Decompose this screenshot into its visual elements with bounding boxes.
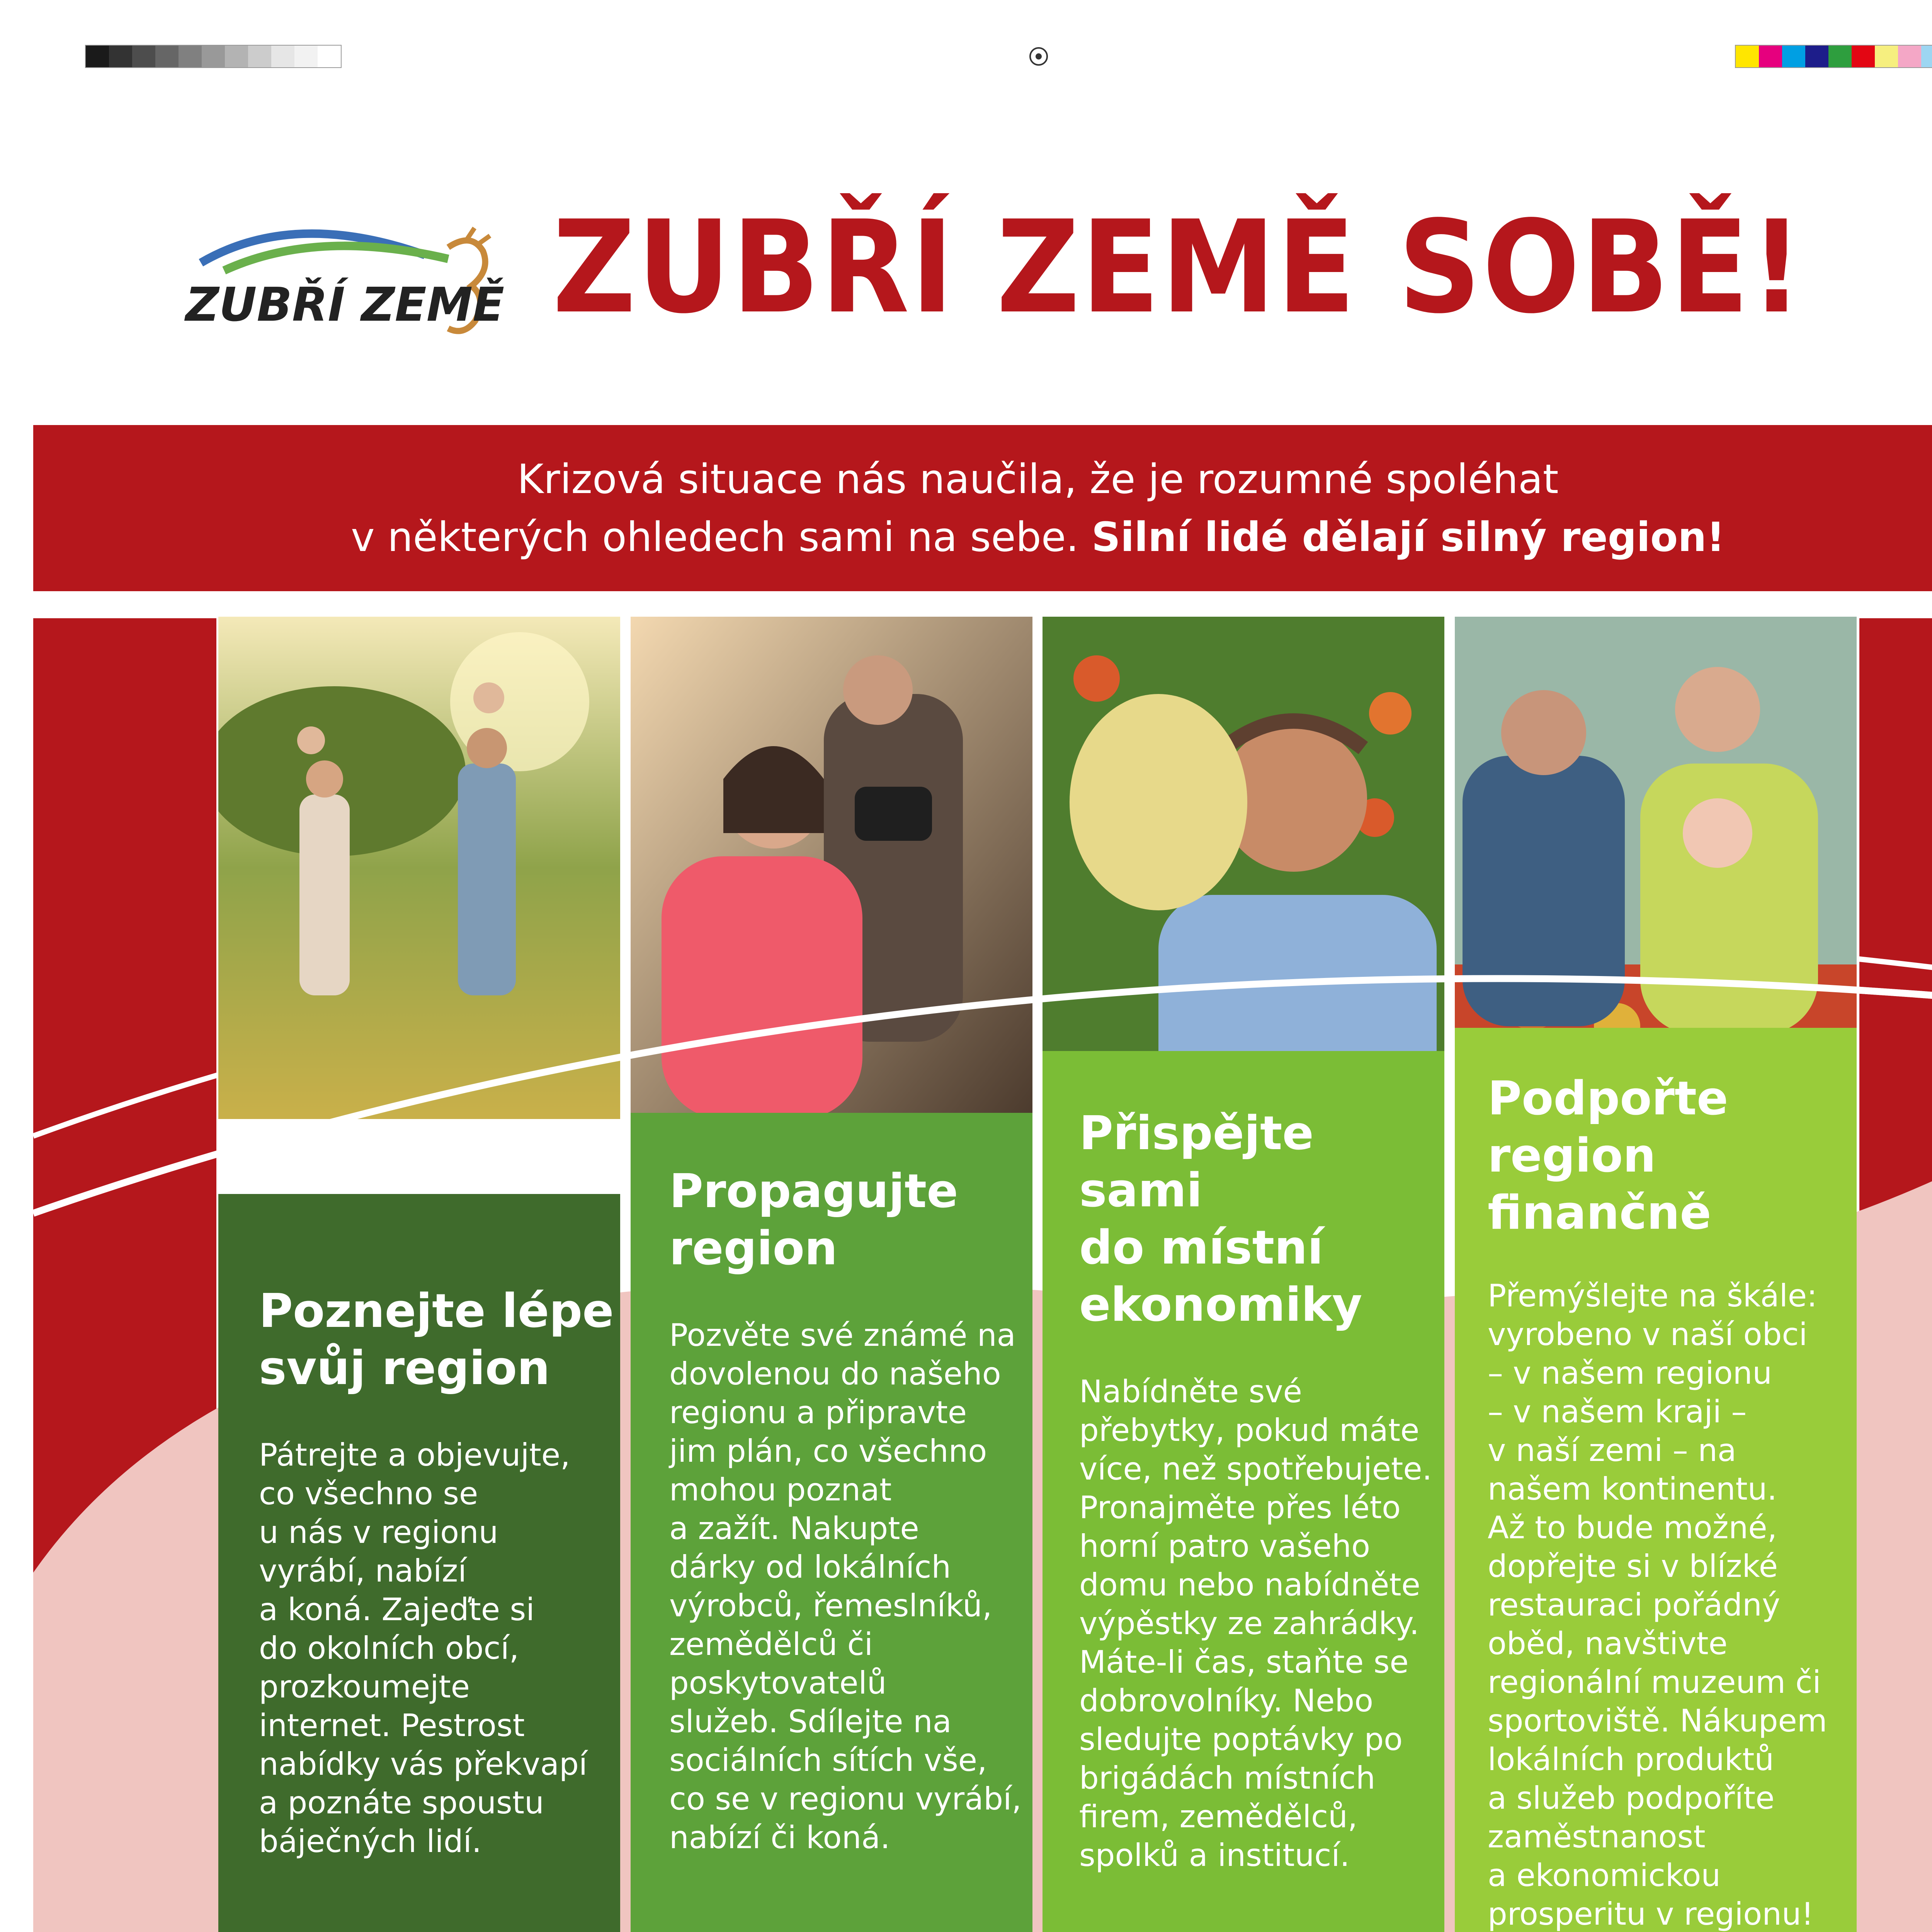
intro-band bbox=[33, 425, 1932, 591]
registration-mark-top bbox=[1029, 47, 1048, 66]
logo-text: ZUBŘÍ ZEMĚ bbox=[185, 278, 505, 332]
column-body: Pátrejte a objevujte, co všechno se u nás v regionu vyrábí, nabízí a koná. Zajeďte si do okolních obcí, prozkoumejte internet. Pestrost nabídky vás překvapí a poznáte spoustu báječných lidí. bbox=[259, 1437, 588, 1859]
swoosh-line bbox=[0, 614, 1932, 1310]
column-heading: Podpořte region finančně bbox=[1488, 1072, 1728, 1240]
column-body: Přemýšlejte na škále: vyrobeno v naší obci – v našem regionu – v našem kraji – v naší zemi – na našem kontinentu. Až to bude možné, dopřejte si v blízké restauraci pořádný oběd, navštivte regionální muzeum či sportoviště. Nákupem lokálních produktů a služeb podpoříte zaměstnanost a ekonomickou prosperitu v regionu! bbox=[1488, 1278, 1827, 1932]
column-heading: Propagujte region bbox=[669, 1165, 958, 1276]
column-heading: Přispějte sami do místní ekonomiky bbox=[1079, 1107, 1362, 1332]
intro-line-2: v některých ohledech sami na sebe. Silní lidé dělají silný region! bbox=[351, 514, 1725, 561]
zubri-zeme-logo bbox=[178, 216, 518, 363]
grayscale-bar bbox=[85, 45, 342, 68]
page-title: ZUBŘÍ ZEMĚ SOBĚ! bbox=[553, 193, 1804, 342]
intro-slogan: Silní lidé dělají silný region! bbox=[1091, 514, 1725, 561]
column-heading: Poznejte lépe svůj region bbox=[259, 1284, 614, 1395]
color-bar bbox=[1735, 45, 1932, 68]
intro-line-1: Krizová situace nás naučila, že je rozumné spoléhat bbox=[517, 456, 1559, 503]
column-body: Nabídněte své přebytky, pokud máte více, než spotřebujete. Pronajměte přes léto horní patro vašeho domu nebo nabídněte výpěstky ze zahrádky. Máte-li čas, staňte se dobrovolníky. Nebo sledujte poptávky po brigádách místních firem, zemědělců, spolků a institucí. bbox=[1079, 1374, 1432, 1873]
column-body: Pozvěte své známé na dovolenou do našeho regionu a připravte jim plán, co všechno mohou poznat a zažít. Nakupte dárky od lokálních výrobců, řemeslníků, zemědělců či poskytovatelů služeb. Sdílejte na sociálních sítích vše, co se v regionu vyrábí, nabízí či koná. bbox=[669, 1317, 1022, 1855]
